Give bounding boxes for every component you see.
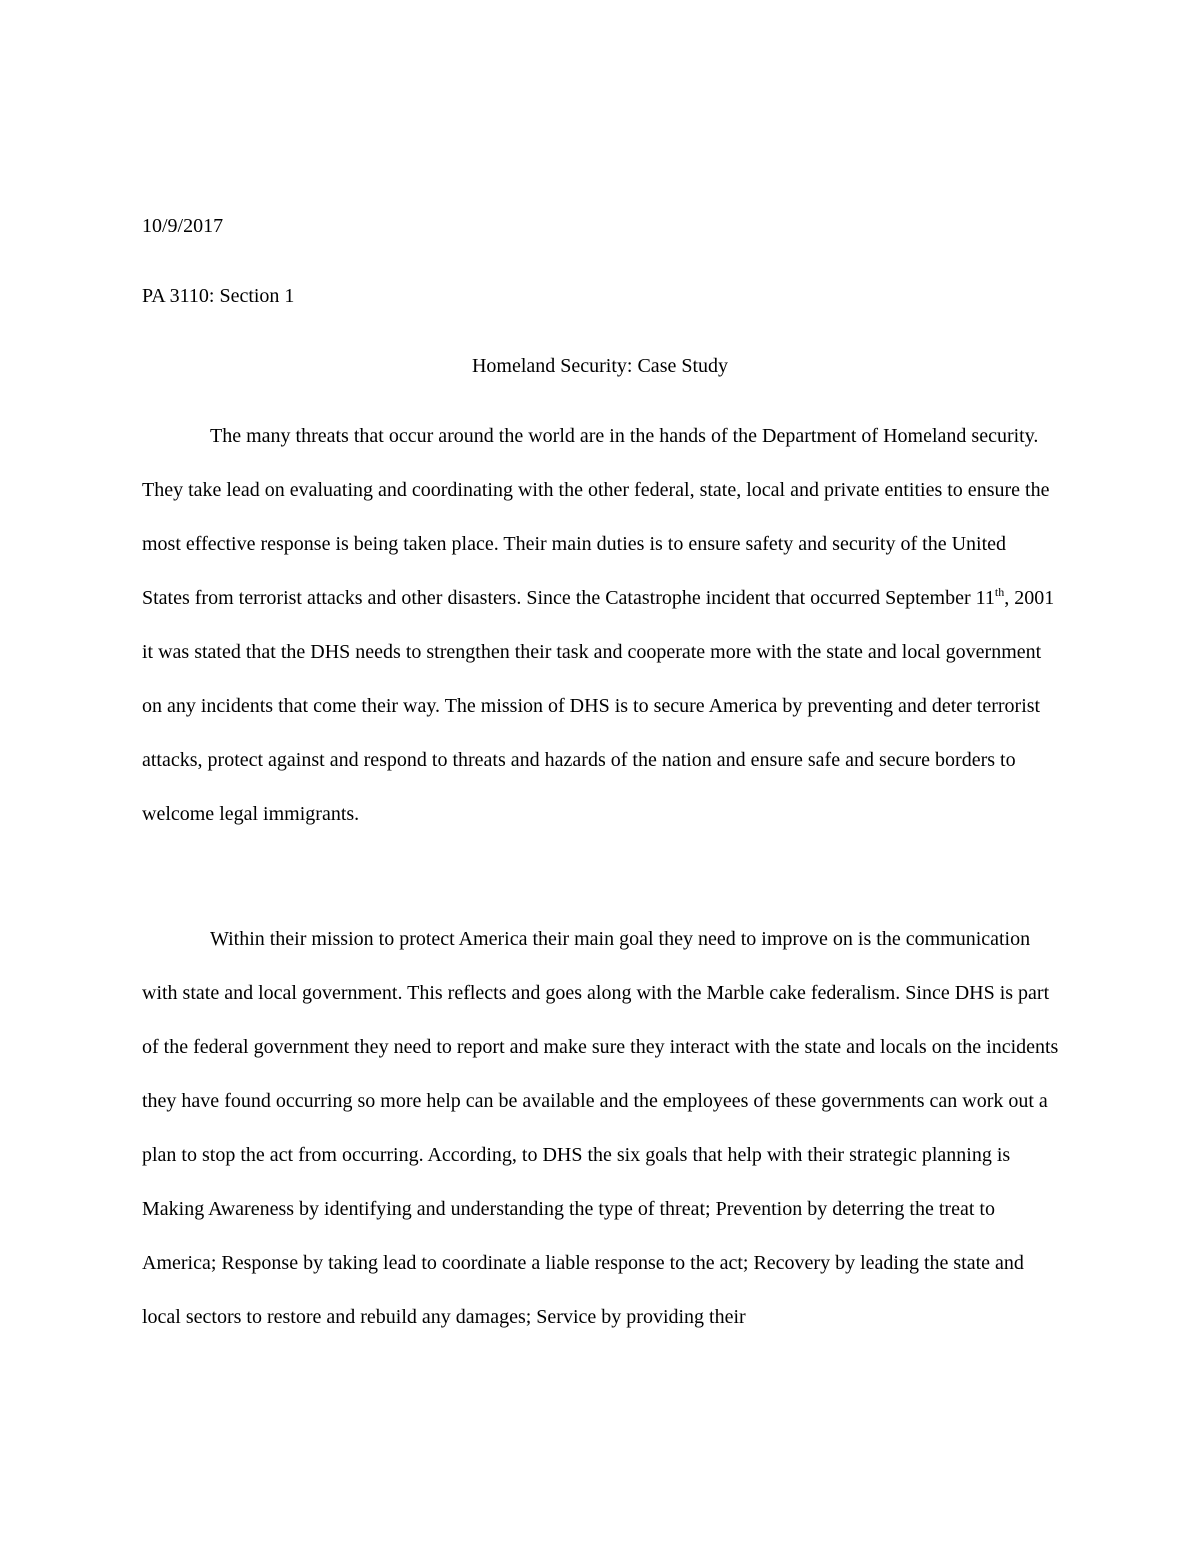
body-paragraph-2 — [142, 912, 1062, 1344]
course-section: PA 3110: Section 1 — [142, 285, 295, 307]
body-paragraph-1 — [142, 409, 1058, 841]
paragraph-1-before-superscript: The many threats that occur around the world are in the hands of the Department of Homeland security. They take lead on evaluating and coordinating with the other federal, state, local and private entities to ensure the most effective response is being taken place. Their main duties is to ensure safety and security of the United States from terrorist attacks and other disasters. Since the Catastrophe incident that occurred September 11 — [142, 425, 1050, 609]
paragraph-1-text — [142, 409, 1058, 841]
document-date: 10/9/2017 — [142, 215, 224, 237]
ordinal-superscript: th — [994, 585, 1005, 599]
paragraph-1-after-superscript: , 2001 it was stated that the DHS needs to strengthen their task and cooperate more with the state and local government on any incidents that come their way. The mission of DHS is to secure America by preventing and deter terrorist attacks, protect against and respond to threats and hazards of the nation and ensure safe and secure borders to welcome legal immigrants. — [142, 587, 1055, 825]
document-title: Homeland Security: Case Study — [471, 355, 729, 377]
paragraph-2-text: Within their mission to protect America their main goal they need to improve on is the communication with state and local government. This reflects and goes along with the Marble cake federalism. Since DHS is part of the federal government they need to report and make sure they interact with the state and locals on the incidents they have found occurring so more help can be available and the employees of these governments can work out a plan to stop the act from occurring. According, to DHS the six goals that help with their strategic planning is Making Awareness by identifying and understanding the type of threat; Prevention by deterring the treat to America; Response by taking lead to coordinate a liable response to the act; Recovery by leading the state and local sectors to restore and rebuild any damages; Service by providing their — [142, 928, 1059, 1328]
